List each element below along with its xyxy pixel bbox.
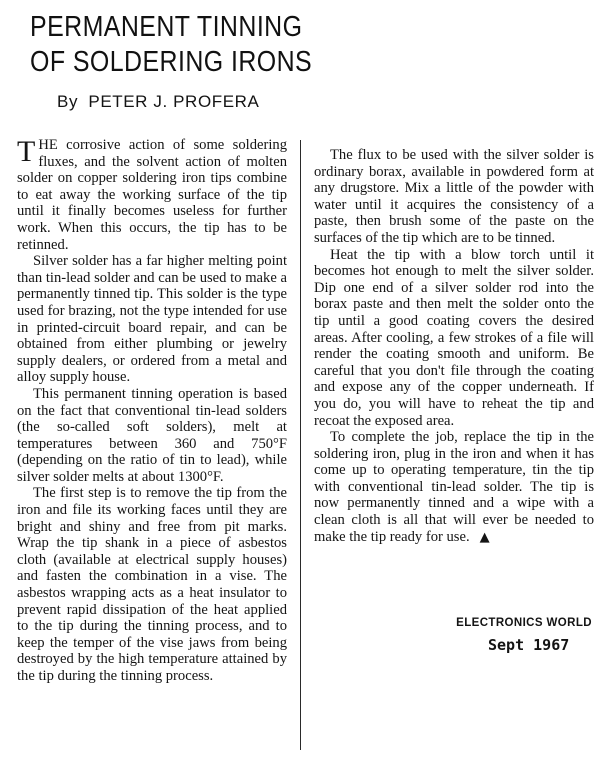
paragraph-7-text: To complete the job, replace the tip in the soldering iron, plug in the iron and when it has come up to operating temperature, tin the tip with conventional tin-lead solder. The tip is now permanently tinned and a wipe with a clean cloth is all that will ever be needed to make the tip ready for use. [314, 429, 594, 545]
column-divider [300, 140, 301, 750]
paragraph-5: The flux to be used with the silver solder is ordinary borax, available in powdered form at any drugstore. Mix a little of the powder with water until it acquires the consistency of a paste, then brush some of the paste on the surfaces of the tip which are to be tinned. [314, 147, 594, 246]
paragraph-6: Heat the tip with a blow torch until it becomes hot enough to melt the silver solder. Dip one end of a silver solder rod into the borax paste and then melt the solder onto the tip until a good coating covers the desired areas. After cooling, a few strokes of a file will render the coating smooth and uniform. Be careful that you don't file through the coating and expose any of the copper underneath. If you do, you will have to reheat the tip and recoat the exposed area. [314, 246, 594, 429]
title-line-1: PERMANENT TINNING [30, 11, 303, 43]
paragraph-7 [314, 429, 594, 546]
source-publication: ELECTRONICS WORLD [456, 617, 592, 629]
paragraph-1 [17, 137, 287, 253]
byline [57, 92, 260, 112]
paragraph-1-text: HE corrosive action of some soldering fluxes, and the solvent action of molten solder on copper soldering iron tips combine to eat away the working surface of the tip until it finally becomes useless for further work. When this occurs, the tip has to be retinned. [17, 137, 287, 253]
end-triangle-icon: ▲ [479, 529, 490, 545]
left-column [17, 137, 287, 685]
author-name: PETER J. PROFERA [88, 92, 260, 111]
paragraph-3: This permanent tinning operation is based on the fact that conventional tin-lead solders (the so-called soft solders), melt at temperatures between 360 and 750°F (depending on the ratio of tin to lead), while silver solder melts at about 1300°F. [17, 385, 287, 485]
title-line-2: OF SOLDERING IRONS [30, 46, 313, 78]
right-column [314, 147, 594, 546]
byline-prefix: By [57, 92, 79, 111]
paragraph-4: The first step is to remove the tip from the iron and file its working faces until they are bright and shiny and free from pit marks. Wrap the tip shank in a piece of asbestos cloth (available at electrical supply houses) and fasten the combination in a vise. The asbestos wrapping acts as a heat insulator to prevent rapid dissipation of the heat applied to the tip during the tinning process, and to keep the temper of the vise jaws from being destroyed by the high temperature attained by the tip during the tinning process. [17, 485, 287, 684]
handwritten-date-note: Sept 1967 [488, 636, 570, 654]
drop-cap: T [17, 135, 36, 168]
article-title [30, 10, 312, 80]
paragraph-2: Silver solder has a far higher melting point than tin-lead solder and can be used to make a permanently tinned tip. This solder is the type used for brazing, not the type intended for use in printed-circuit board repair, and can be obtained from either plumbing or jewelry supply dealers, or ordered from a metal and alloy supply house. [17, 253, 287, 386]
